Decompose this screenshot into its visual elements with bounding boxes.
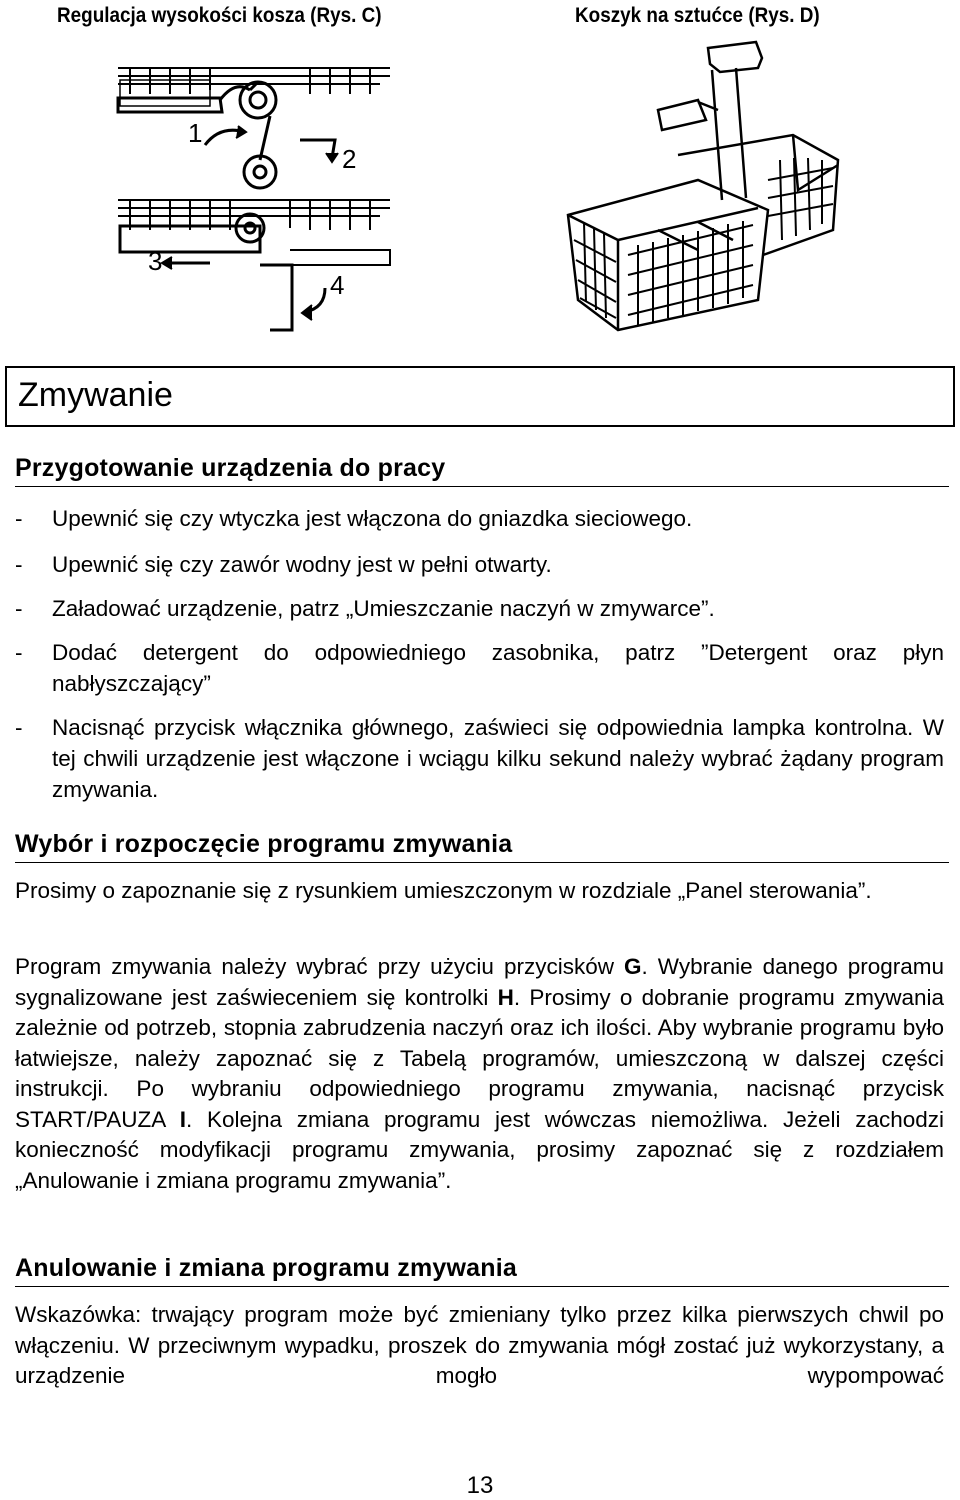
key-g: G: [624, 954, 642, 979]
list-item: - Upewnić się czy wtyczka jest włączona do gniazdka sieciowego.: [15, 506, 693, 531]
step-label-1: 1: [188, 118, 203, 148]
figure-captions: [0, 0, 960, 36]
select-paragraph-2: Program zmywania należy wybrać przy użyciu przycisków G. Wybranie danego programu sygnalizowane jest zaświeceniem się kontrolki H. Prosimy o dobranie programu zmywania zależnie od potrzeb, stopnia zabrudzenia naczyń oraz ich ilości. Aby wybranie programu było łatwiejsze, należy zapoznać się z Tabelą programów, umieszczoną w dalszej części instrukcji. Po wybraniu odpowiedniego programu zmywania, nacisnąć przycisk START/PAUZA I. Kolejna zmiana programu jest wówczas niemożliwa. Jeżeli zachodzi konieczność modyfikacji programu zmywania, prosimy zapoznać się z rozdziałem „Anulowanie i zmiana programu zmywania”.: [15, 954, 945, 1193]
figure-d-caption: Koszyk na sztućce (Rys. D): [575, 4, 820, 27]
list-item: - Nacisnąć przycisk włącznika głównego, zaświeci się odpowiednia lampka kontrolna. W tej chwili urządzenie jest włączone i wciągu kilku sekund należy wybrać żądany program zmywania.: [15, 715, 944, 802]
select-paragraph-1: Prosimy o zapoznanie się z rysunkiem umieszczonym w rozdziale „Panel sterowania”.: [15, 878, 872, 903]
section-title-box: [5, 366, 955, 427]
cancel-heading: Anulowanie i zmiana programu zmywania: [15, 1254, 949, 1287]
cancel-paragraph-1: Wskazówka: trwający program może być zmieniany tylko przez kilka pierwszych chwil po włączeniu. W przeciwnym wypadku, proszek do zmywania mógł zostać już wykorzystany, a urządzenie mogło wypompować: [15, 1302, 944, 1388]
section-title: Zmywanie: [18, 376, 173, 414]
basket-height-illustration: [110, 50, 400, 340]
figure-c-caption: Regulacja wysokości kosza (Rys. C): [57, 4, 382, 27]
cutlery-basket-illustration: [558, 40, 848, 340]
list-item: - Załadować urządzenie, patrz „Umieszczanie naczyń w zmywarce”.: [15, 596, 715, 621]
step-label-4: 4: [330, 270, 345, 300]
prep-heading: Przygotowanie urządzenia do pracy: [15, 454, 949, 487]
step-label-2: 2: [342, 144, 357, 174]
select-heading: Wybór i rozpoczęcie programu zmywania: [15, 830, 949, 863]
key-i: I: [179, 1106, 187, 1132]
list-item: - Dodać detergent do odpowiedniego zasobnika, patrz ”Detergent oraz płyn nabłyszczający”: [15, 640, 944, 696]
page-number: 13: [466, 1472, 494, 1499]
step-label-3: 3: [148, 246, 163, 276]
list-item: - Upewnić się czy zawór wodny jest w pełni otwarty.: [15, 552, 552, 577]
key-h: H: [497, 984, 514, 1010]
